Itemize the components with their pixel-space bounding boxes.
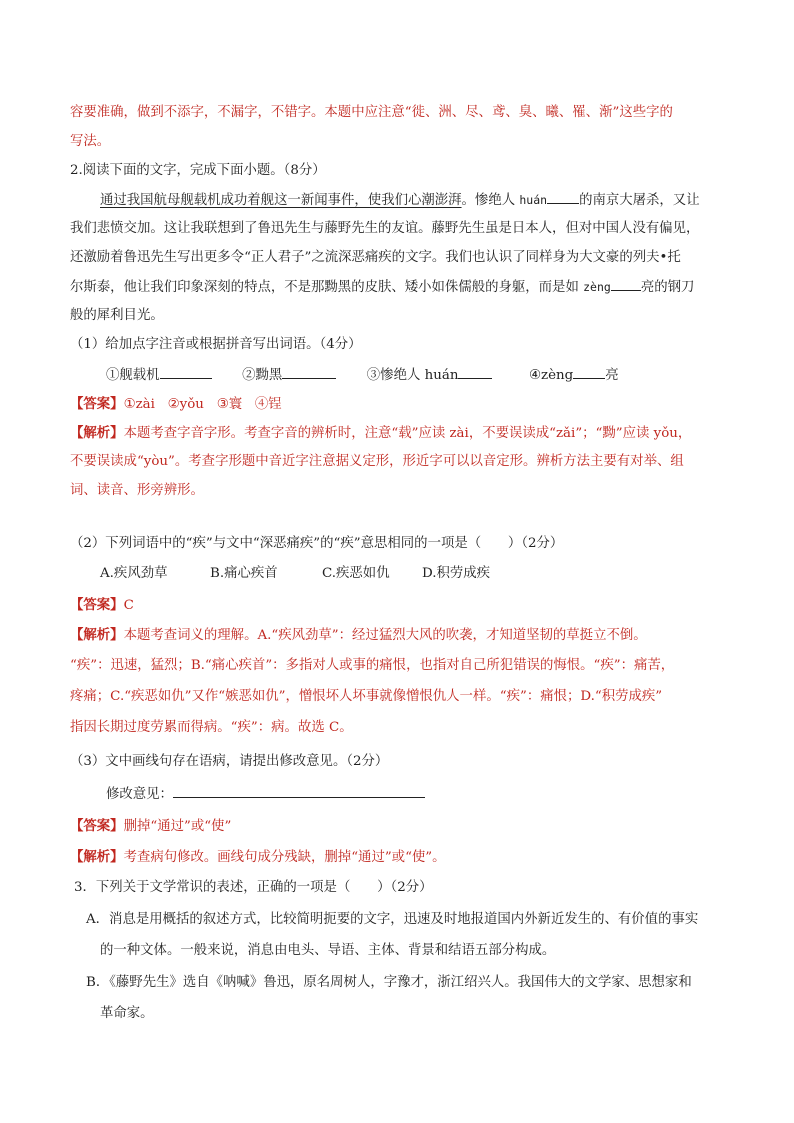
- answer-label: 【答案】: [70, 396, 124, 412]
- sub2-analysis-line4: 指因长期过度劳累而得病。“疾”：病。故选 C。: [70, 720, 353, 735]
- answer-blank[interactable]: [573, 364, 605, 379]
- sub1-analysis-line3: 词、读音、形旁辨形。: [70, 483, 204, 498]
- pinyin-huan: huán: [519, 193, 548, 207]
- answer-label: 【答案】: [70, 597, 124, 613]
- answer-item: ③寰: [216, 397, 243, 412]
- intro-tail-line1: 容要准确，做到不添字，不漏字，不错字。本题中应注意“徙、洲、尽、鸢、臭、曦、罹、渐”这些字的: [70, 105, 673, 120]
- q3-heading: 3．下列关于文学常识的表述，正确的一项是（ ）（2分）: [74, 880, 433, 895]
- sub2-answer: [70, 594, 134, 617]
- sub2-analysis-line1: [70, 624, 647, 647]
- answer-label: 【答案】: [70, 818, 124, 834]
- answer-value: C: [123, 598, 134, 613]
- revision-input-line[interactable]: [173, 783, 425, 798]
- option-d[interactable]: D.积劳成疾: [422, 566, 491, 581]
- q3-option-a-line1: A．消息是用概括的叙述方式，比较简明扼要的文字，迅速及时地报道国内外新近发生的、有价值的事实: [86, 912, 699, 927]
- passage-line1: [100, 189, 700, 212]
- underlined-sentence: 通过我国航母舰载机成功着舰这一新闻事件，使我们心潮澎湃: [100, 193, 462, 208]
- sub3-question: （3）文中画线句存在语病，请提出修改意见。（2分）: [70, 754, 389, 769]
- option-b[interactable]: B.痛心疾首: [210, 566, 278, 581]
- sub1-question: （1）给加点字注音或根据拼音写出词语。（4分）: [70, 337, 362, 352]
- sub2-analysis-line2: “疾”：迅速，猛烈；B.“痛心疾首”：多指对人或事的痛恨，也指对自己所犯错误的悔恨。“疾”：痛苦，: [70, 658, 675, 673]
- sub1-analysis-line2: 不要误读成“yòu”。考查字形题中音近字注意据义定形，形近字可以以音定形。辨析方法主要有对举、组: [70, 454, 684, 469]
- analysis-label: 【解析】: [70, 425, 124, 441]
- sub3-answer: [70, 815, 231, 838]
- passage-line4: [70, 276, 694, 299]
- sub2-analysis-line3: 疼痛；C.“疾恶如仇”又作“嫉恶如仇”，憎恨坏人坏事就像憎恨仇人一样。“疾”：痛恨；D.“积劳成疾”: [70, 689, 663, 704]
- q2-heading: 2.阅读下面的文字，完成下面小题。（8分）: [70, 163, 326, 178]
- answer-blank[interactable]: [282, 364, 336, 379]
- fill-blank: [611, 276, 641, 291]
- passage-line2: 我们悲愤交加。这让我联想到了鲁迅先生与藤野先生的友谊。藤野先生虽是日本人，但对中国人没有偏见，: [70, 221, 700, 236]
- revision-label: 修改意见：: [106, 787, 173, 802]
- sub2-options: [100, 563, 490, 585]
- sub3-analysis: [70, 846, 446, 869]
- sub1-items: [106, 364, 619, 387]
- sub2-question: （2）下列词语中的“疾”与文中“深恶痛疾”的“疾”意思相同的一项是（ ）（2分）: [70, 536, 564, 551]
- sub1-answer: [70, 393, 282, 416]
- sub1-item-2: ②黝黑: [242, 368, 283, 383]
- answer-item: ①zài: [123, 397, 155, 412]
- sub1-item-3: ③惨绝人 huán: [366, 368, 459, 383]
- sub1-item-4: ④zèng: [529, 368, 574, 383]
- sub1-item-4-tail: 亮: [605, 368, 619, 383]
- passage-text: 。惨绝人: [461, 193, 520, 208]
- analysis-text: 考查病句修改。画线句成分残缺，删掉“通过”或“使”。: [123, 850, 446, 865]
- intro-tail-line2: 写法。: [70, 134, 111, 149]
- option-c[interactable]: C.疾恶如仇: [322, 566, 390, 581]
- analysis-label: 【解析】: [70, 627, 124, 643]
- passage-text: 亮的钢刀: [640, 280, 695, 295]
- option-a[interactable]: A.疾风劲草: [100, 566, 168, 581]
- q3-option-a-line2: 的一种文体。一般来说，消息由电头、导语、主体、背景和结语五部分构成。: [100, 943, 556, 958]
- analysis-text: 本题考查字音字形。考查字音的辨析时，注意“载”应读 zài，不要误读成“zǎi”；“黝”应读 yǒu，: [123, 426, 692, 441]
- q3-option-b-line1: B．《藤野先生》选自《呐喊》鲁迅，原名周树人，字豫才，浙江绍兴人。我国伟大的文学家、思想家和: [86, 975, 692, 990]
- sub1-item-1: ①舰载机: [106, 368, 160, 383]
- analysis-text: 本题考查词义的理解。A.“疾风劲草”：经过猛烈大风的吹袭，才知道坚韧的草挺立不倒。: [123, 628, 647, 643]
- passage-line3: 还激励着鲁迅先生写出更多令“正人君子”之流深恶痛疾的文字。我们也认识了同样身为大文豪的列夫•托: [70, 250, 681, 265]
- passage-text: 尔斯泰，他让我们印象深刻的特点，不是那黝黑的皮肤、矮小如侏儒般的身躯，而是如: [70, 280, 584, 295]
- fill-blank: [547, 189, 579, 204]
- answer-blank[interactable]: [160, 364, 212, 379]
- passage-text: 的南京大屠杀，又让: [579, 193, 700, 208]
- pinyin-zeng: zèng: [583, 280, 611, 294]
- sub1-analysis-line1: [70, 422, 691, 445]
- answer-item: ④锃: [254, 397, 282, 412]
- passage-line5: 般的犀利目光。: [70, 308, 164, 323]
- answer-blank[interactable]: [458, 364, 492, 379]
- q3-option-b-line2: 革命家。: [100, 1006, 154, 1021]
- answer-item: ②yǒu: [167, 397, 204, 412]
- answer-value: 删掉“通过”或“使”: [123, 819, 232, 834]
- analysis-label: 【解析】: [70, 849, 124, 865]
- sub3-prompt-row: [106, 783, 425, 806]
